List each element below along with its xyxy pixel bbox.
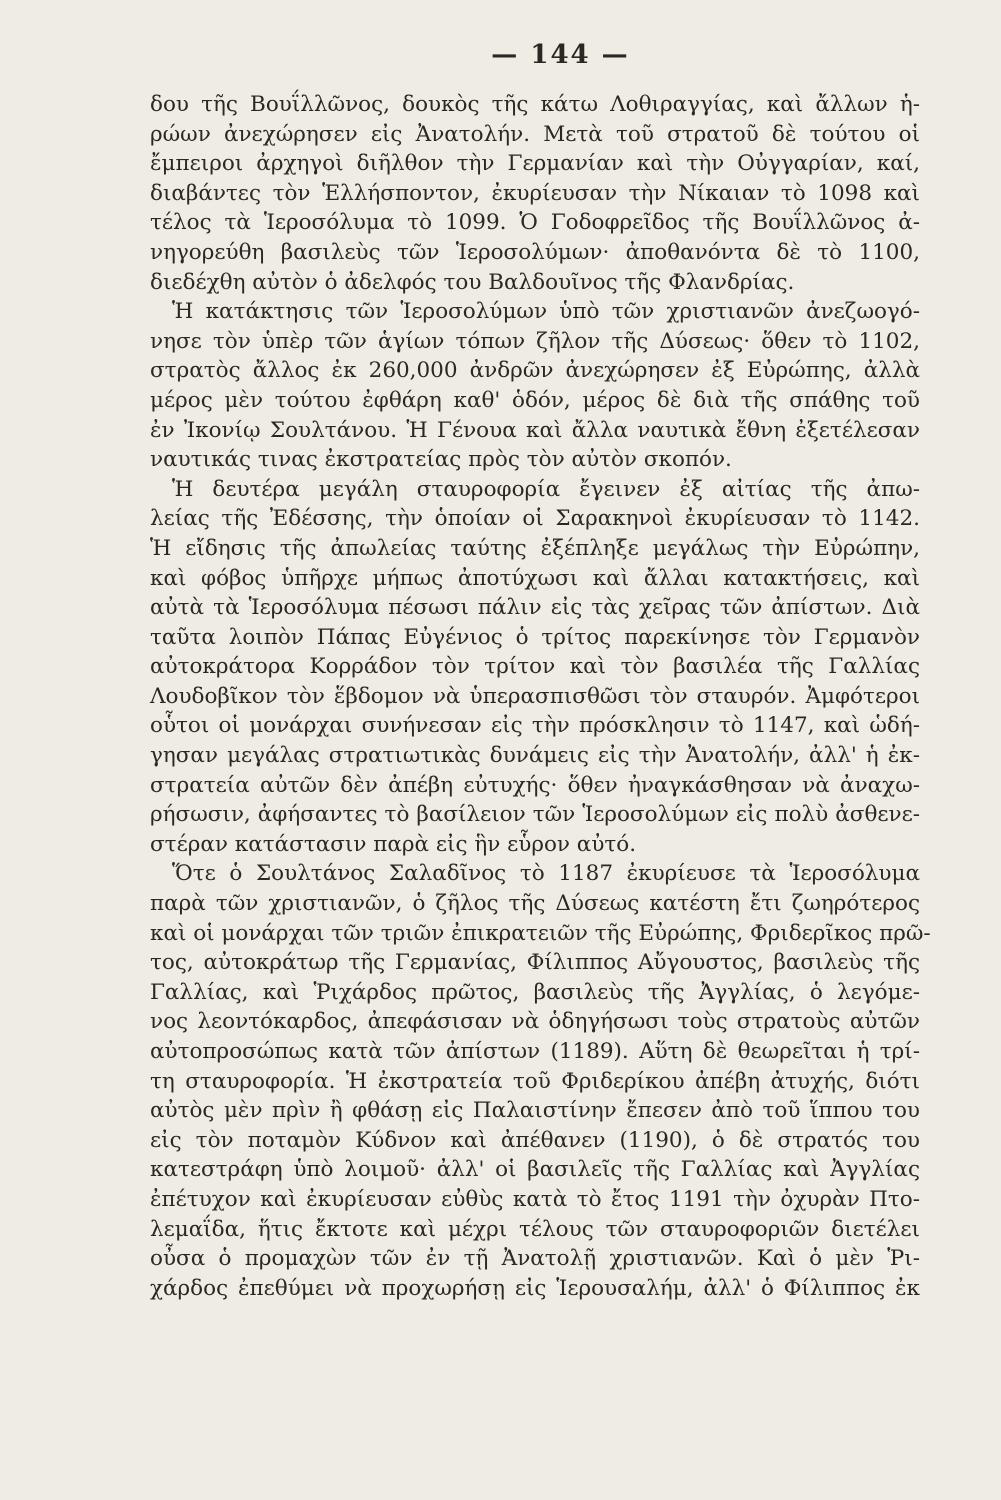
- text-line: λεμαΐδα, ἥτις ἔκτοτε καὶ μέχρι τέλους τῶν σταυροφοριῶν διετέλει: [150, 1216, 920, 1242]
- text-line: τη σταυροφορία. Ἡ ἐκστρατεία τοῦ Φριδερίκου ἀπέβη ἀτυχής, διότι: [150, 1068, 920, 1094]
- text-line: καὶ φόβος ὑπῆρχε μήπως ἀποτύχωσι καὶ ἄλλαι κατακτήσεις, καὶ: [150, 565, 920, 591]
- text-line: ἐν Ἰκονίῳ Σουλτάνου. Ἡ Γένουα καὶ ἄλλα ναυτικὰ ἔθνη ἐξετέλεσαν: [150, 417, 920, 443]
- text-line: Ἡ κατάκτησις τῶν Ἱεροσολύμων ὑπὸ τῶν χριστιανῶν ἀνεζωογό-: [172, 299, 920, 325]
- text-line: δου τῆς Βουΐλλῶνος, δουκὸς τῆς κάτω Λοθιραγγίας, καὶ ἄλλων ἡ-: [150, 92, 920, 117]
- text-line: χάρδος ἐπεθύμει νὰ προχωρήσῃ εἰς Ἱερουσαλήμ, ἀλλ' ὁ Φίλιππος ἐκ: [150, 1275, 920, 1301]
- text-line: τος, αὐτοκράτωρ τῆς Γερμανίας, Φίλιππος Αὔγουστος, βασιλεὺς τῆς: [150, 950, 920, 976]
- text-line: μέρος μὲν τούτου ἐφθάρη καθ' ὁδόν, μέρος δὲ διὰ τῆς σπάθης τοῦ: [150, 387, 920, 413]
- text-line: αὐτοπροσώπως κατὰ τῶν ἀπίστων (1189). Αὕτη δὲ θεωρεῖται ἡ τρί-: [150, 1039, 920, 1064]
- text-line: τέλος τὰ Ἱεροσόλυμα τὸ 1099. Ὁ Γοδοφρεῖδος τῆς Βουΐλλῶνος ἀ-: [150, 210, 920, 236]
- text-line: νηγορεύθη βασιλεὺς τῶν Ἱεροσολύμων· ἀποθανόντα δὲ τὸ 1100,: [150, 239, 920, 265]
- text-line: ἔμπειροι ἀρχηγοὶ διῆλθον τὴν Γερμανίαν καὶ τὴν Οὐγγαρίαν, καί,: [150, 151, 920, 177]
- text-line: ταῦτα λοιπὸν Πάπας Εὐγένιος ὁ τρίτος παρεκίνησε τὸν Γερμανὸν: [150, 624, 920, 650]
- text-line: οὖσα ὁ προμαχὼν τῶν ἐν τῇ Ἀνατολῇ χριστιανῶν. Καὶ ὁ μὲν Ῥι-: [150, 1246, 920, 1272]
- text-line: στέραν κατάστασιν παρὰ εἰς ἣν εὗρον αὐτό.: [150, 831, 637, 857]
- text-line: κατεστράφη ὑπὸ λοιμοῦ· ἀλλ' οἱ βασιλεῖς τῆς Γαλλίας καὶ Ἀγγλίας: [150, 1157, 920, 1183]
- text-line: αὐτὸς μὲν πρὶν ἢ φθάσῃ εἰς Παλαιστίνην ἔπεσεν ἀπὸ τοῦ ἵππου του: [150, 1098, 920, 1124]
- text-line: εἰς τὸν ποταμὸν Κύδνον καὶ ἀπέθανεν (1190), ὁ δὲ στρατός του: [150, 1127, 920, 1153]
- text-line: Ἡ εἴδησις τῆς ἀπωλείας ταύτης ἐξέπληξε μεγάλως τὴν Εὐρώπην,: [150, 535, 920, 561]
- text-line: Λουδοβῖκον τὸν ἕβδομον νὰ ὑπερασπισθῶσι τὸν σταυρόν. Ἀμφότεροι: [150, 683, 920, 709]
- text-line: ἐπέτυχον καὶ ἐκυρίευσαν εὐθὺς κατὰ τὸ ἔτος 1191 τὴν ὀχυρὰν Πτο-: [150, 1186, 920, 1212]
- text-line: Ἡ δευτέρα μεγάλη σταυροφορία ἔγεινεν ἐξ αἰτίας τῆς ἀπω-: [172, 476, 920, 502]
- text-line: οὗτοι οἱ μονάρχαι συνήνεσαν εἰς τὴν πρόσκλησιν τὸ 1147, καὶ ὡδή-: [150, 713, 920, 739]
- text-line: νησε τὸν ὑπὲρ τῶν ἁγίων τόπων ζῆλον τῆς Δύσεως· ὅθεν τὸ 1102,: [150, 328, 920, 354]
- text-line: παρὰ τῶν χριστιανῶν, ὁ ζῆλος τῆς Δύσεως κατέστη ἔτι ζωηρότερος: [150, 891, 920, 917]
- text-line: νος λεοντόκαρδος, ἀπεφάσισαν νὰ ὁδηγήσωσι τοὺς στρατοὺς αὐτῶν: [150, 1009, 920, 1035]
- text-line: ρήσωσιν, ἀφήσαντες τὸ βασίλειον τῶν Ἱεροσολύμων εἰς πολὺ ἀσθενε-: [150, 802, 920, 828]
- text-line: Ὅτε ὁ Σουλτάνος Σαλαδῖνος τὸ 1187 ἐκυρίευσε τὰ Ἱεροσόλυμα: [172, 861, 920, 887]
- text-line: διεδέχθη αὐτὸν ὁ ἀδελφός του Βαλδουῖνος τῆς Φλανδρίας.: [150, 269, 795, 295]
- text-line: καὶ οἱ μονάρχαι τῶν τριῶν ἐπικρατειῶν τῆς Εὐρώπης, Φριδερῖκος πρῶ-: [150, 920, 931, 946]
- page-number: — 144 —: [491, 40, 630, 70]
- text-line: αὐτὰ τὰ Ἱεροσόλυμα πέσωσι πάλιν εἰς τὰς χεῖρας τῶν ἀπίστων. Διὰ: [150, 595, 920, 621]
- body-text: [150, 90, 931, 1303]
- text-line: διαβάντες τὸν Ἑλλήσποντον, ἐκυρίευσαν τὴν Νίκαιαν τὸ 1098 καὶ: [150, 180, 920, 206]
- text-line: Γαλλίας, καὶ Ῥιχάρδος πρῶτος, βασιλεὺς τῆς Ἀγγλίας, ὁ λεγόμε-: [150, 979, 920, 1005]
- text-line: αὐτοκράτορα Κορράδον τὸν τρίτον καὶ τὸν βασιλέα τῆς Γαλλίας: [150, 654, 920, 680]
- text-line: λείας τῆς Ἐδέσσης, τὴν ὁποίαν οἱ Σαρακηνοὶ ἐκυρίευσαν τὸ 1142.: [150, 506, 920, 532]
- text-line: ναυτικάς τινας ἐκστρατείας πρὸς τὸν αὐτὸν σκοπόν.: [150, 447, 732, 473]
- text-line: ρώων ἀνεχώρησεν εἰς Ἀνατολήν. Μετὰ τοῦ στρατοῦ δὲ τούτου οἱ: [150, 121, 920, 147]
- text-line: στρατὸς ἄλλος ἐκ 260,000 ἀνδρῶν ἀνεχώρησεν ἐξ Εὐρώπης, ἀλλὰ: [150, 358, 920, 384]
- text-line: στρατεία αὐτῶν δὲν ἀπέβη εὐτυχής· ὅθεν ἠναγκάσθησαν νὰ ἀναχω-: [150, 772, 920, 798]
- text-line: γησαν μεγάλας στρατιωτικὰς δυνάμεις εἰς τὴν Ἀνατολήν, ἀλλ' ἡ ἐκ-: [150, 743, 920, 769]
